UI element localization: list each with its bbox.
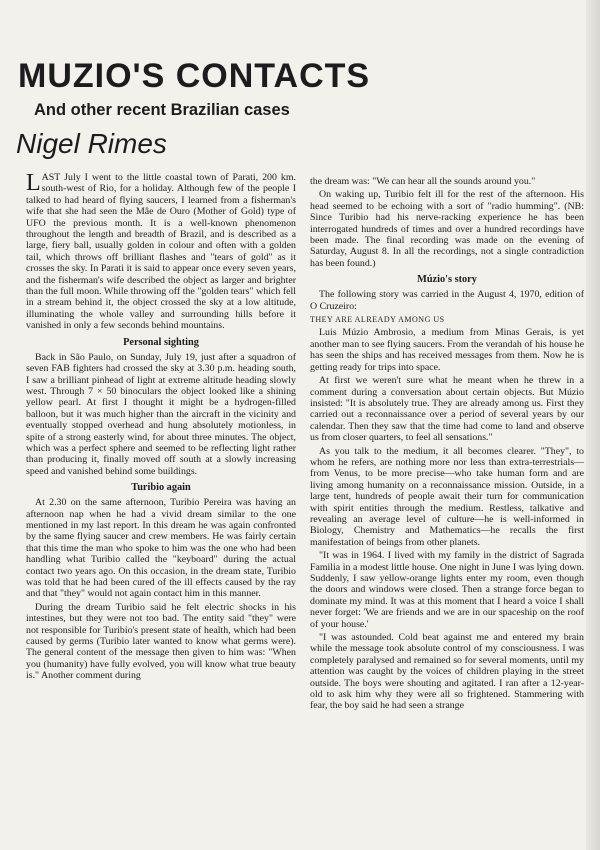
right-column [310, 176, 584, 836]
paragraph: At first we weren't sure what he meant when he threw in a comment during a conversation about certain objects. But Múzio insisted: "It is absolutely true. They are already among us. First they carried out a reconnaissance over a period of several years by our calendar. Then they saw that the time had come to land and observe us from closer quarters, to feel all sensations." [310, 375, 584, 444]
article-title: MUZIO'S CONTACTS [18, 57, 371, 95]
paragraph: At 2.30 on the same afternoon, Turibio Pereira was having an afternoon nap when he had a vivid dream similar to the one mentioned in my last report. In this dream he was again confronted by the same flying saucer and crew members. He was fairly certain that this time the man who spoke to him was the one who had been handling what Turibio called the "keyboard" during the actual contact two years ago. On this occasion, in the dream state, Turibio was told that he had been cured of the ill effects caused by the ray and that "they" would not again contact him in this manner. [26, 497, 296, 600]
section-heading: Turibio again [131, 482, 191, 494]
paragraph: Luis Múzio Ambrosio, a medium from Minas Gerais, is yet another man to see flying saucers. From the verandah of his house he has seen the ships and has received messages from them. Now he is getting ready for trips into space. [310, 327, 584, 373]
paragraph: "It was in 1964. I lived with my family in the district of Sagrada Familia in a modest little house. One night in June I was lying down. Suddenly, I saw yellow-orange lights enter my room, even though the doors and windows were closed. Then a strange force began to dominate my mind. It was at this moment that I heard a voice I shall never forget: 'We are friends and we are in our spaceship on the roof of your house.' [310, 550, 584, 630]
paragraph: "I was astounded. Cold beat against me and entered my brain while the message took absolute control of my consciousness. I was completely paralysed and remained so for several moments, until my attention was caught by the voices of children playing in the street outside. The boys were shouting and agitated. I ran after a 12-year-old to ask him why they were all so frightened. Stammering with fear, the boy said he had seen a strange [310, 632, 584, 712]
paragraph [26, 172, 296, 332]
paragraph: the dream was: "We can hear all the sounds around you." [310, 176, 536, 187]
facing-page-edge [586, 0, 600, 850]
paragraph-text: AST July I went to the little coastal town of Parati, 200 km. south-west of Rio, for a holiday. Although few of the people I talked to had heard of flying saucers, I learned from a fisherman's wife that she had seen the Mâe de Ouro (Mother of Gold) type of UFO the previous month. It is a well-known phenomenon throughout the length and breadth of Brazil, and is described as a large, fiery ball, usually golden in colour and often with a golden tail, which throws off brilliant flashes and "tears of gold" as it crosses the sky. In Parati it is said to appear once every seven years, and the fisherman's wife described the object as larger and brighter than the full moon. While throwing off the "golden tears" which fell in a stream behind it, the object crossed the sky at a low altitude, illuminating the whole valley and surrounding hills before it vanished in only a few seconds behind mountains. [26, 172, 296, 332]
paragraph: During the dream Turibio said he felt electric shocks in his intestines, but they were not too bad. The entity said "they" were not responsible for Turibio's present state of health, which had been caused by germs (Turibio later wanted to know what germs were). The general content of the message then given to him was: "When you (humanity) have fully evolved, you will know what true beauty is." Another comment during [26, 601, 296, 682]
paragraph: On waking up, Turibio felt ill for the rest of the afternoon. His head seemed to be echoing with a sort of "radio humming". (NB: Since Turibio had his nerve-racking experience he has been interrogated hundreds of times and over a hundred recordings have been made. The final recording was made on the evening of Saturday, August 8. In all the recordings, not a single contradiction has been found.) [310, 189, 584, 269]
paragraph: The following story was carried in the August 4, 1970, edition of O Cruzeiro: [310, 289, 584, 312]
drop-cap: L [26, 172, 41, 196]
section-heading: Personal sighting [123, 336, 199, 348]
article-subtitle: And other recent Brazilian cases [34, 101, 290, 119]
quoted-headline: THEY ARE ALREADY AMONG US [310, 315, 445, 325]
paragraph: Back in São Paulo, on Sunday, July 19, just after a squadron of seven FAB fighters had crossed the sky at 3.30 p.m. heading south, I saw a brilliant pinhead of light at extreme altitude heading slowly west. Through 7 × 50 binoculars the object looked like a shining yellow pearl. At first I thought it might be a hydrogen-filled balloon, but it was much higher than the aircraft in the vicinity and eventually stopped overhead and hung absolutely motionless, in spite of a strong easterly wind, for about three minutes. The object, which was a perfect sphere and seemed to be reflecting light rather than producing it, finally moved off south at a slowly increasing speed and vanished behind some buildings. [26, 351, 296, 477]
left-column [26, 172, 296, 832]
author-byline: Nigel Rimes [16, 128, 167, 159]
paragraph: As you talk to the medium, it all becomes clearer. "They", to whom he refers, are nothing more nor less than extra-terrestrials—from Venus, to be more precise—who take human form and are living among humanity on a reconnaissance mission. Outside, in a large tent, hundreds of people await their turn for communication with spirit entities through the medium. Restless, talkative and revealing an average level of culture—he is well-informed in Biology, Chemistry and Mathematics—he recalls the first manifestation of beings from other planets. [310, 445, 584, 548]
section-heading: Múzio's story [417, 274, 477, 286]
